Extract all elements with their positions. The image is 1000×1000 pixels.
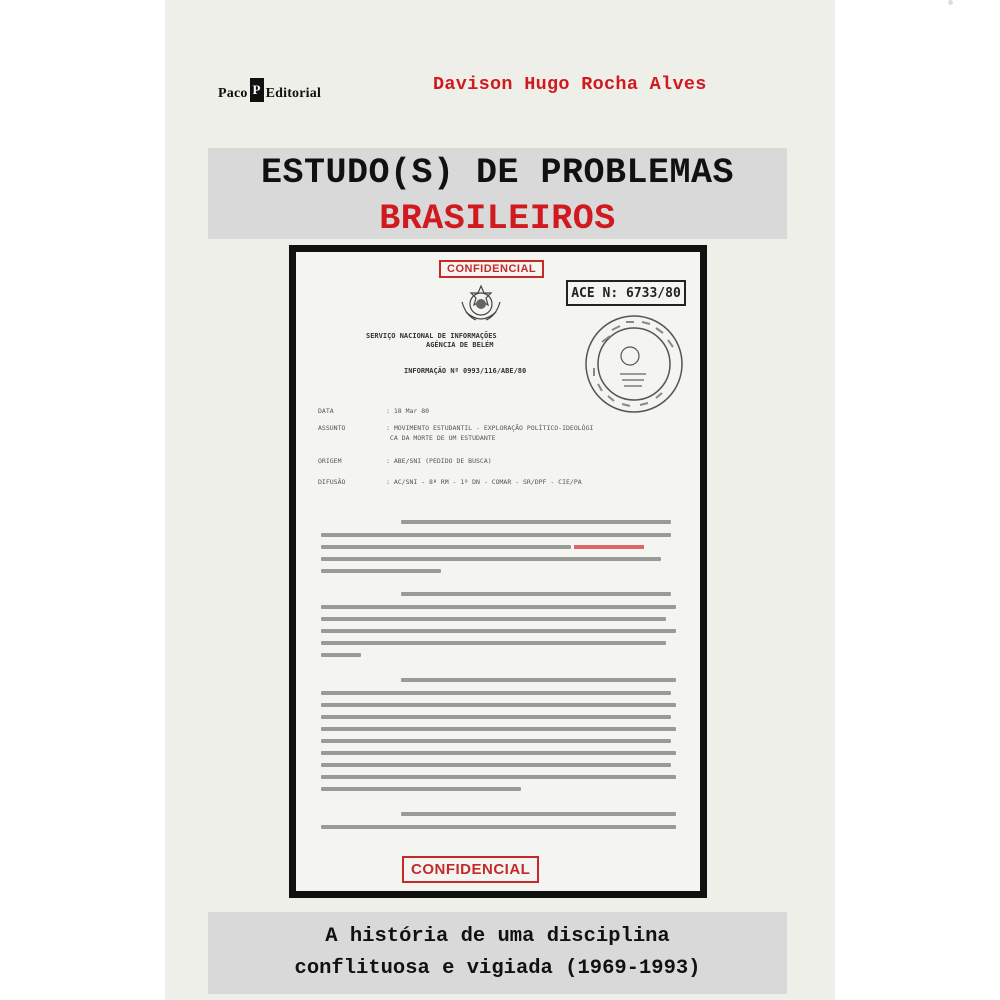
doc-field-row bbox=[318, 407, 429, 416]
publisher-logo bbox=[218, 76, 321, 102]
document-text-line bbox=[321, 727, 676, 731]
document-text-line bbox=[321, 715, 671, 719]
doc-field-row bbox=[318, 457, 492, 466]
document-text-line bbox=[321, 751, 676, 755]
confidential-stamp-top: CONFIDENCIAL bbox=[439, 260, 544, 278]
doc-field-row bbox=[318, 424, 593, 433]
agency-office: AGÊNCIA DE BELÉM bbox=[426, 341, 494, 349]
document-text-line bbox=[321, 617, 666, 621]
doc-field-value: : 18 Mar 80 bbox=[386, 407, 430, 415]
document-image-frame bbox=[289, 245, 707, 898]
official-seal-icon bbox=[582, 312, 686, 416]
ace-number-box: ACE N: 6733/80 bbox=[566, 280, 686, 306]
doc-field-label: DATA bbox=[318, 407, 334, 415]
agency-name: SERVIÇO NACIONAL DE INFORMAÇÕES bbox=[366, 332, 497, 340]
document-text-line bbox=[321, 557, 661, 561]
confidential-stamp-bottom: CONFIDENCIAL bbox=[402, 856, 539, 883]
doc-field-label: ORIGEM bbox=[318, 457, 342, 465]
doc-field-value: : AC/SNI - 8ª RM - 1º DN - COMAR - SR/DPF - CIE/PA bbox=[386, 478, 582, 486]
document-image bbox=[296, 252, 700, 891]
doc-field-label: ASSUNTO bbox=[318, 424, 346, 432]
author-name: Davison Hugo Rocha Alves bbox=[433, 74, 707, 95]
book-title-line1: ESTUDO(S) DE PROBLEMAS bbox=[260, 153, 735, 193]
document-text-line bbox=[321, 533, 671, 537]
document-text-line bbox=[321, 703, 676, 707]
book-subtitle-line1: A história de uma disciplina bbox=[325, 925, 670, 948]
document-text-line bbox=[401, 592, 671, 596]
book-subtitle-line2: conflituosa e vigiada (1969-1993) bbox=[294, 957, 701, 980]
doc-field-value: : MOVIMENTO ESTUDANTIL - EXPLORAÇÃO POLÍTICO-IDEOLÓGI bbox=[386, 424, 594, 432]
doc-field-row bbox=[318, 434, 496, 443]
national-emblem-icon bbox=[456, 282, 506, 328]
document-text-line bbox=[401, 678, 676, 682]
document-text-line bbox=[321, 691, 671, 695]
publisher-left-text: Paco bbox=[218, 86, 248, 101]
document-text-line bbox=[321, 653, 361, 657]
document-text-line bbox=[321, 629, 676, 633]
document-text-line bbox=[321, 641, 666, 645]
publisher-logo-mark: P bbox=[250, 78, 264, 102]
document-text-line bbox=[321, 763, 671, 767]
doc-field-value: : ABE/SNI (PEDIDO DE BUSCA) bbox=[386, 457, 492, 465]
document-text-line bbox=[401, 812, 676, 816]
document-text-line bbox=[321, 545, 571, 549]
information-reference: INFORMAÇÃO Nº 0993/116/ABE/80 bbox=[404, 367, 527, 375]
agency-header bbox=[366, 332, 586, 350]
document-text-line bbox=[321, 787, 521, 791]
doc-field-label: DIFUSÃO bbox=[318, 478, 346, 486]
document-text-line bbox=[321, 775, 676, 779]
document-text-line bbox=[321, 739, 671, 743]
publisher-right-text: Editorial bbox=[265, 86, 322, 101]
redacted-name-mark bbox=[574, 545, 644, 549]
document-text-line bbox=[321, 825, 676, 829]
doc-field-row bbox=[318, 478, 582, 487]
subtitle-band bbox=[208, 912, 787, 994]
corner-mark bbox=[948, 0, 953, 5]
document-text-line bbox=[321, 605, 676, 609]
book-title-line2: BRASILEIROS bbox=[379, 199, 616, 239]
title-band bbox=[208, 148, 787, 239]
document-text-line bbox=[401, 520, 671, 524]
document-text-line bbox=[321, 569, 441, 573]
doc-field-value: CA DA MORTE DE UM ESTUDANTE bbox=[386, 434, 496, 442]
